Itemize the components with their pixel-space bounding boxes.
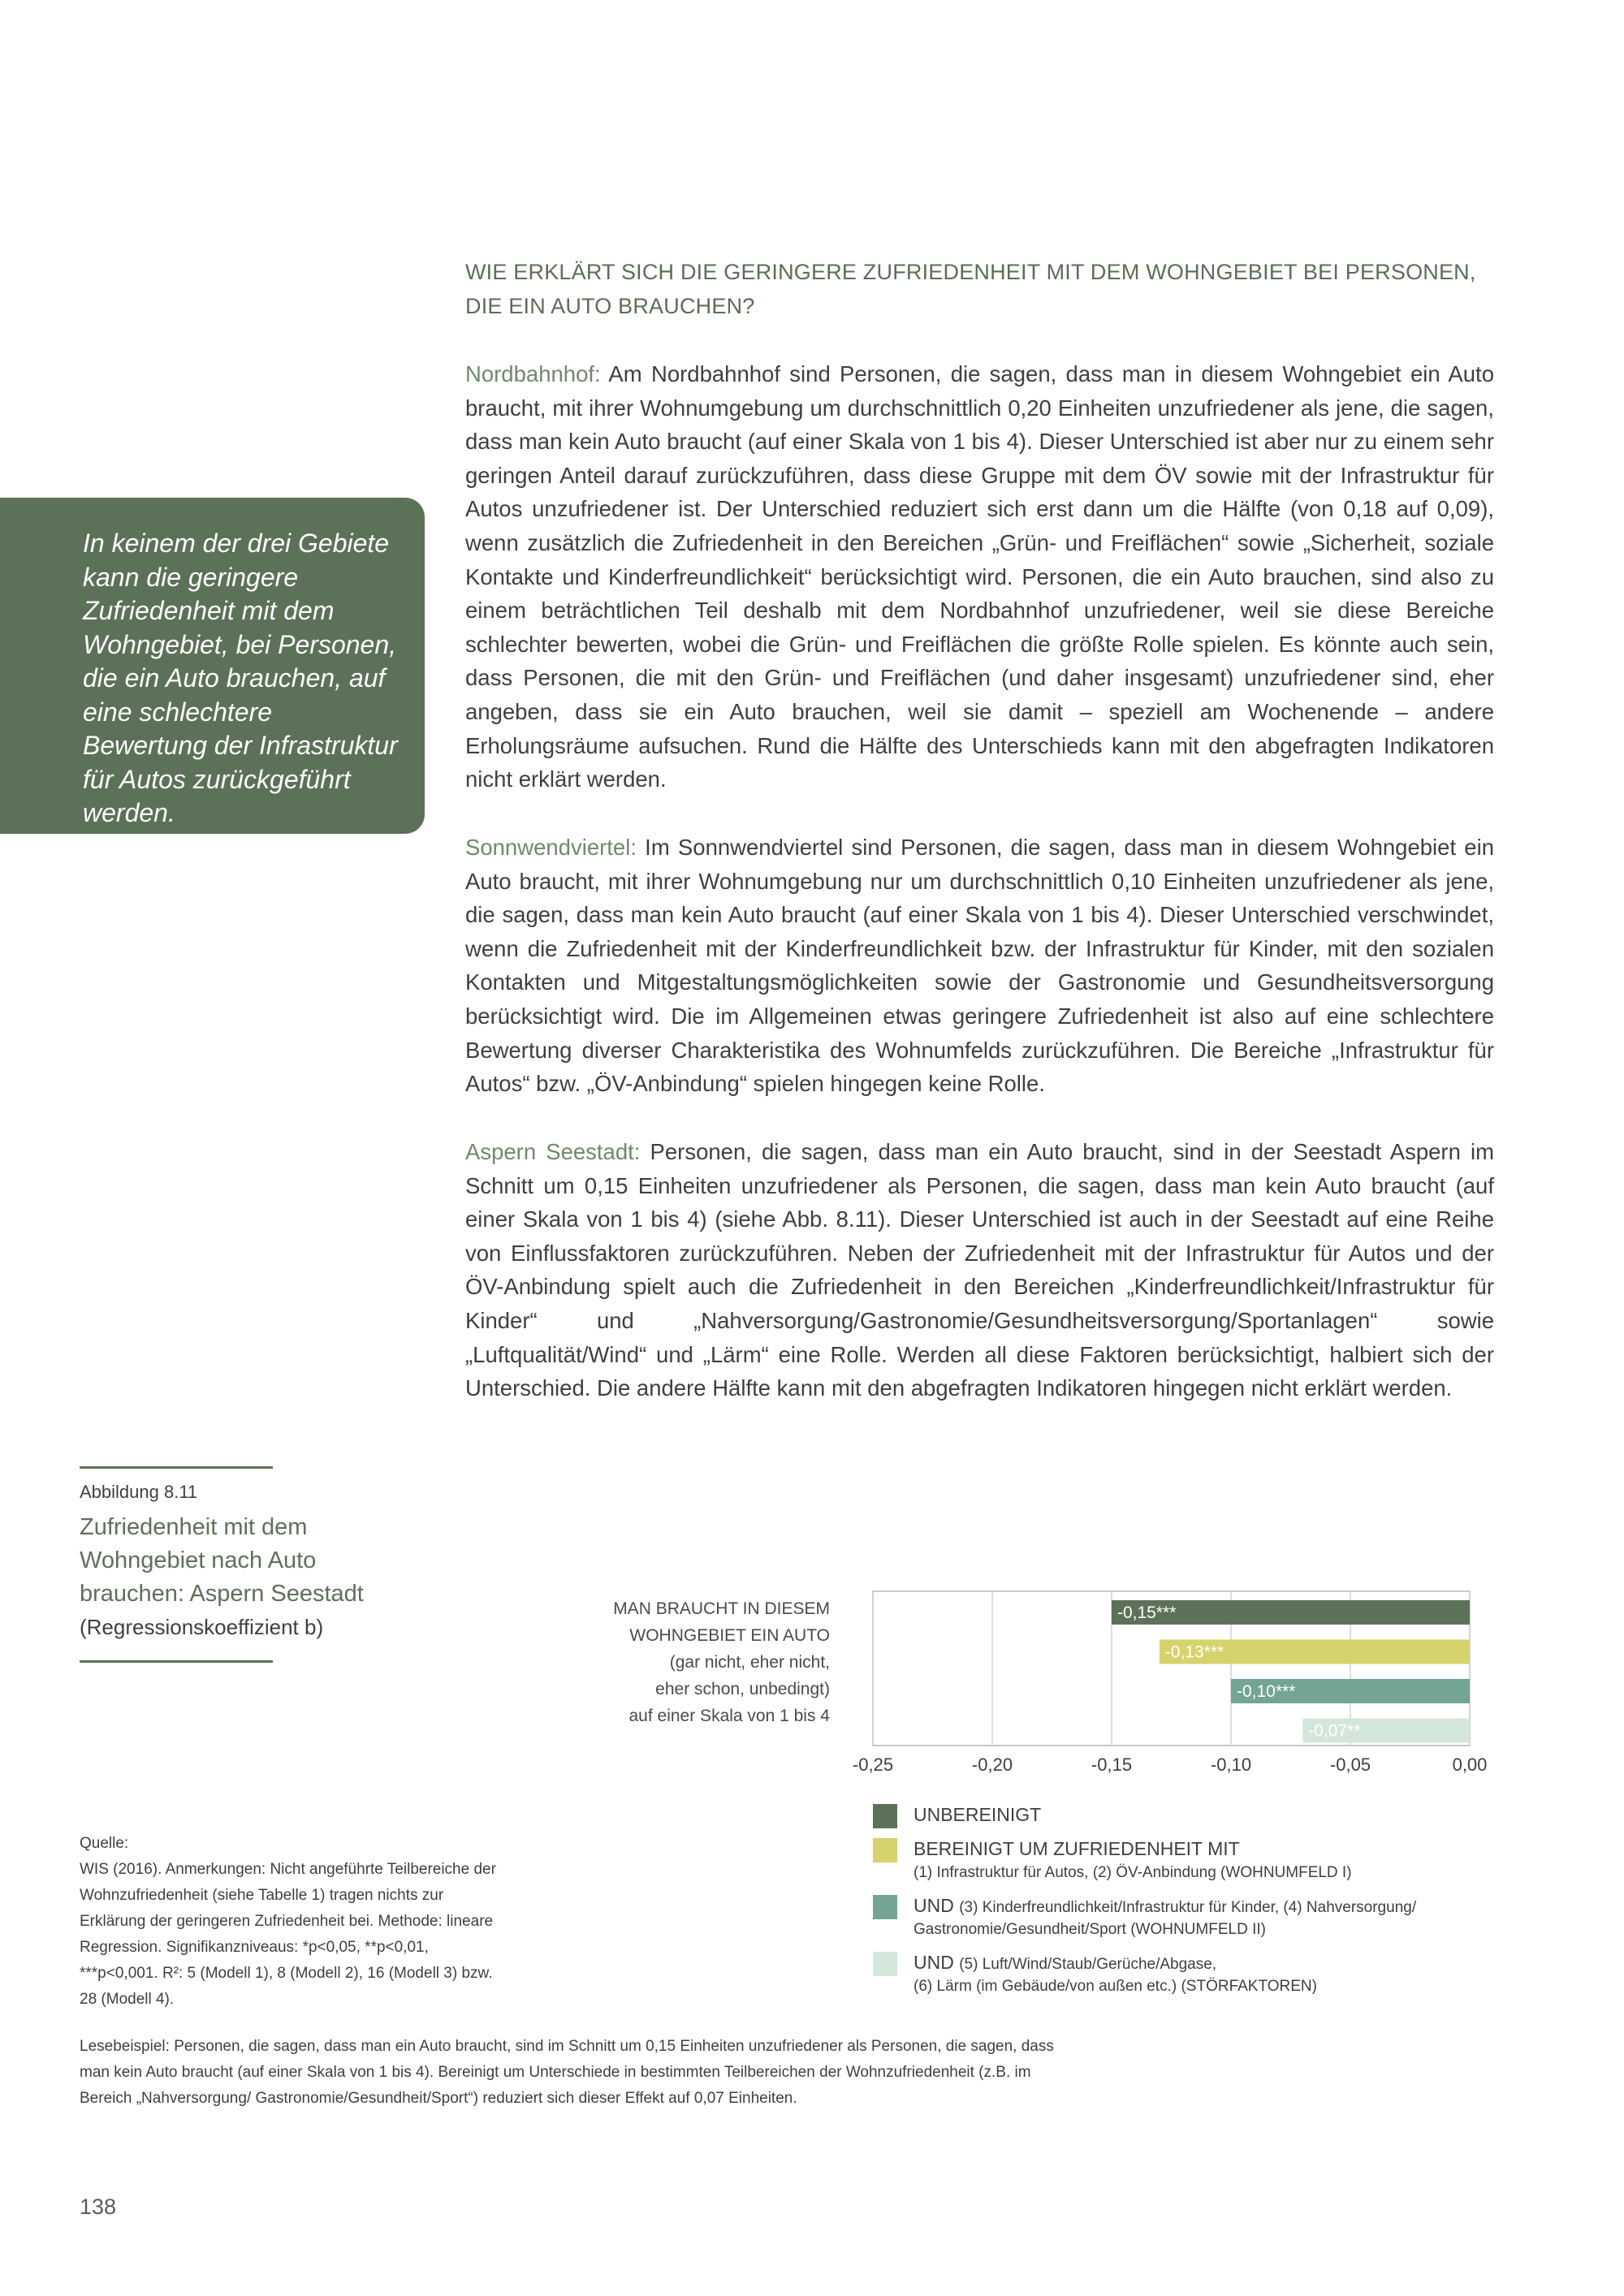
legend-detail: (6) Lärm (im Gebäude/von außen etc.) (STÖRFAKTOREN) xyxy=(914,1978,1317,1995)
bar-value-label: -0,07** xyxy=(1308,1721,1361,1741)
x-tick-label: -0,10 xyxy=(1210,1754,1252,1775)
figure-top-rule xyxy=(80,1466,273,1469)
legend-detail: Gastronomie/Gesundheit/Sport (WOHNUMFELD II) xyxy=(914,1921,1266,1938)
legend-label-und: UND xyxy=(914,1952,954,1973)
legend-swatch xyxy=(873,1895,897,1919)
reading-example: Lesebeispiel: Personen, die sagen, dass man ein Auto braucht, sind im Schnitt um 0,15 Einheiten unzufriedener als Personen, die sagen, dass man kein Auto braucht (auf einer Skala von 1 bis 4). Bereinigt um Unterschiede in bestimmten Teilbereichen der Wohnzufriedenheit (z.B. im Bereich „Nahversorgung/ Gastronomie/Gesundheit/Sport“) reduziert sich dieser Effekt auf 0,07 Einheiten. xyxy=(80,2038,1054,2107)
source-label: Quelle: xyxy=(80,1835,129,1852)
paragraph-lead: Nordbahnhof: xyxy=(465,361,601,386)
bar-value-label: -0,10*** xyxy=(1237,1682,1296,1701)
paragraph-lead: Aspern Seestadt: xyxy=(465,1139,641,1164)
source-note xyxy=(80,1831,502,2013)
paragraph-text: Am Nordbahnhof sind Personen, die sagen, dass man in diesem Wohngebiet ein Auto braucht, mit ihrer Wohnumgebung um durchschnittlich 0,20 Einheiten unzufriedener als jene, die sagen, dass man kein Auto braucht (auf einer Skala von 1 bis 4). Dieser Unterschied ist aber nur zu einem sehr geringen Anteil darauf zurückzuführen, dass diese Gruppe mit dem ÖV sowie mit der Infrastruktur für Autos unzufriedener ist. Der Unterschied reduziert sich erst dann um die Hälfte (von 0,18 auf 0,09), wenn zusätzlich die Zufriedenheit in den Bereichen „Grün- und Freiflächen“ sowie „Sicherheit, soziale Kontakte und Kinderfreundlichkeit“ berücksichtigt wird. Personen, die ein Auto brauchen, sind also zu einem beträchtlichen Teil deshalb mit dem Nordbahnhof unzufriedener, weil sie diese Bereiche schlechter bewerten, wobei die Grün- und Freiflächen die größte Rolle spielen. Es könnte auch sein, dass Personen, die mit den Grün- und Freiflächen (und daher insgesamt) unzufriedener sind, eher angeben, dass sie ein Auto brauchen, weil sie damit – speziell am Wochenende – andere Erholungsräume aufsuchen. Rund die Hälfte des Unterschieds kann mit den abgefragten Indikatoren nicht erklärt werden. xyxy=(465,361,1494,792)
legend-label: UNBEREINIGT xyxy=(914,1804,1042,1825)
paragraph-sonnwendviertel xyxy=(465,831,1494,1101)
bar-chart xyxy=(844,1583,1502,1794)
figure-subtitle: (Regressionskoeffizient b) xyxy=(80,1615,324,1639)
legend-swatch xyxy=(873,1952,897,1976)
legend-label-und: UND xyxy=(914,1895,954,1916)
paragraph-text: Im Sonnwendviertel sind Personen, die sagen, dass man in diesem Wohngebiet ein Auto braucht, mit ihrer Wohnumgebung nur um durchschnittlich 0,10 Einheiten unzufriedener als jene, die sagen, dass man kein Auto braucht (auf einer Skala von 1 bis 4). Dieser Unterschied verschwindet, wenn die Zufriedenheit mit der Kinderfreundlichkeit bzw. der Infrastruktur für Kinder, mit den sozialen Kontakten und Mitgestaltungsmöglichkeiten sowie der Gastronomie und Gesundheitsversorgung berücksichtigt wird. Die im Allgemeinen etwas geringere Zufriedenheit ist also auf eine schlechtere Bewertung diverser Charakteristika des Wohnumfelds zurückzuführen. Die Bereiche „Infrastruktur für Autos“ bzw. „ÖV-Anbindung“ spielen hingegen keine Rolle. xyxy=(465,835,1494,1097)
x-tick-label: -0,25 xyxy=(852,1754,894,1775)
paragraph-nordbahnhof xyxy=(465,357,1494,796)
bar-value-label: -0,15*** xyxy=(1117,1603,1177,1622)
callout-text: In keinem der drei Gebiete kann die geringere Zufriedenheit mit dem Wohngebiet, bei Personen, die ein Auto brauchen, auf eine schlechtere Bewertung der Infrastruktur für Autos zurückgeführt werden. xyxy=(83,529,398,827)
chart-category-label xyxy=(568,1595,830,1729)
bar-value-label: -0,13*** xyxy=(1164,1642,1224,1662)
x-tick-label: 0,00 xyxy=(1452,1754,1488,1775)
source-text: WIS (2016). Anmerkungen: Nicht angeführte Teilbereiche der Wohnzufriedenheit (siehe Tabelle 1) tragen nichts zur Erklärung der geringeren Zufriedenheit bei. Methode: lineare Regression. Signifikanzniveaus: *p<0,05, **p<0,01, ***p<0,001. R²: 5 (Modell 1), 8 (Modell 2), 16 (Modell 3) bzw. 28 (Modell 4). xyxy=(80,1861,496,2008)
figure-title: Zufriedenheit mit dem Wohngebiet nach Auto brauchen: Aspern Seestadt xyxy=(80,1514,364,1607)
paragraph-lead: Sonnwendviertel: xyxy=(465,835,637,860)
category-label-line: (gar nicht, eher nicht, xyxy=(669,1653,830,1672)
legend-label-inline: (3) Kinderfreundlichkeit/Infrastruktur für Kinder, (4) Nahversorgung/ xyxy=(959,1899,1417,1916)
paragraph-text: Personen, die sagen, dass man ein Auto braucht, sind in der Seestadt Aspern im Schnitt um 0,15 Einheiten unzufriedener als Personen, die sagen, dass man kein Auto braucht (auf einer Skala von 1 bis 4) (siehe Abb. 8.11). Dieser Unterschied ist auch in der Seestadt auf eine Reihe von Einflussfaktoren zurückzuführen. Neben der Zufriedenheit mit der Infrastruktur für Autos und der ÖV-Anbindung spielt auch die Zufriedenheit in den Bereichen „Kinderfreundlichkeit/Infrastruktur für Kinder“ und „Nahversorgung/Gastronomie/Gesundheitsversorgung/Sportanlagen“ sowie „Luftqualität/Wind“ und „Lärm“ eine Rolle. Werden all diese Faktoren berücksichtigt, halbiert sich der Unterschied. Die andere Hälfte kann mit den abgefragten Indikatoren hingegen nicht erklärt werden. xyxy=(465,1139,1495,1401)
legend-label xyxy=(914,1895,1416,1917)
paragraph-aspern-seestadt xyxy=(465,1135,1494,1405)
legend-swatch xyxy=(873,1838,897,1862)
figure-bottom-rule xyxy=(80,1660,273,1663)
page-number: 138 xyxy=(80,2195,117,2219)
figure-label: Abbildung 8.11 xyxy=(80,1482,198,1502)
legend-label-inline: (5) Luft/Wind/Staub/Gerüche/Abgase, xyxy=(959,1956,1217,1973)
category-label-line: MAN BRAUCHT IN DIESEM xyxy=(613,1599,830,1618)
legend-label xyxy=(914,1952,1216,1974)
category-label-line: auf einer Skala von 1 bis 4 xyxy=(628,1707,830,1725)
legend-swatch xyxy=(873,1804,897,1828)
section-heading: WIE ERKLÄRT SICH DIE GERINGERE ZUFRIEDENHEIT MIT DEM WOHNGEBIET BEI PERSONEN, DIE EIN AUTO BRAUCHEN? xyxy=(465,260,1476,318)
category-label-line: WOHNGEBIET EIN AUTO xyxy=(629,1626,830,1645)
x-tick-label: -0,20 xyxy=(971,1754,1013,1775)
x-tick-label: -0,05 xyxy=(1329,1754,1371,1775)
category-label-line: eher schon, unbedingt) xyxy=(655,1680,830,1698)
legend-detail: (1) Infrastruktur für Autos, (2) ÖV-Anbindung (WOHNUMFELD I) xyxy=(914,1864,1352,1881)
x-tick-label: -0,15 xyxy=(1091,1754,1133,1775)
legend-label: BEREINIGT UM ZUFRIEDENHEIT MIT xyxy=(914,1838,1240,1859)
callout-box xyxy=(0,498,425,834)
